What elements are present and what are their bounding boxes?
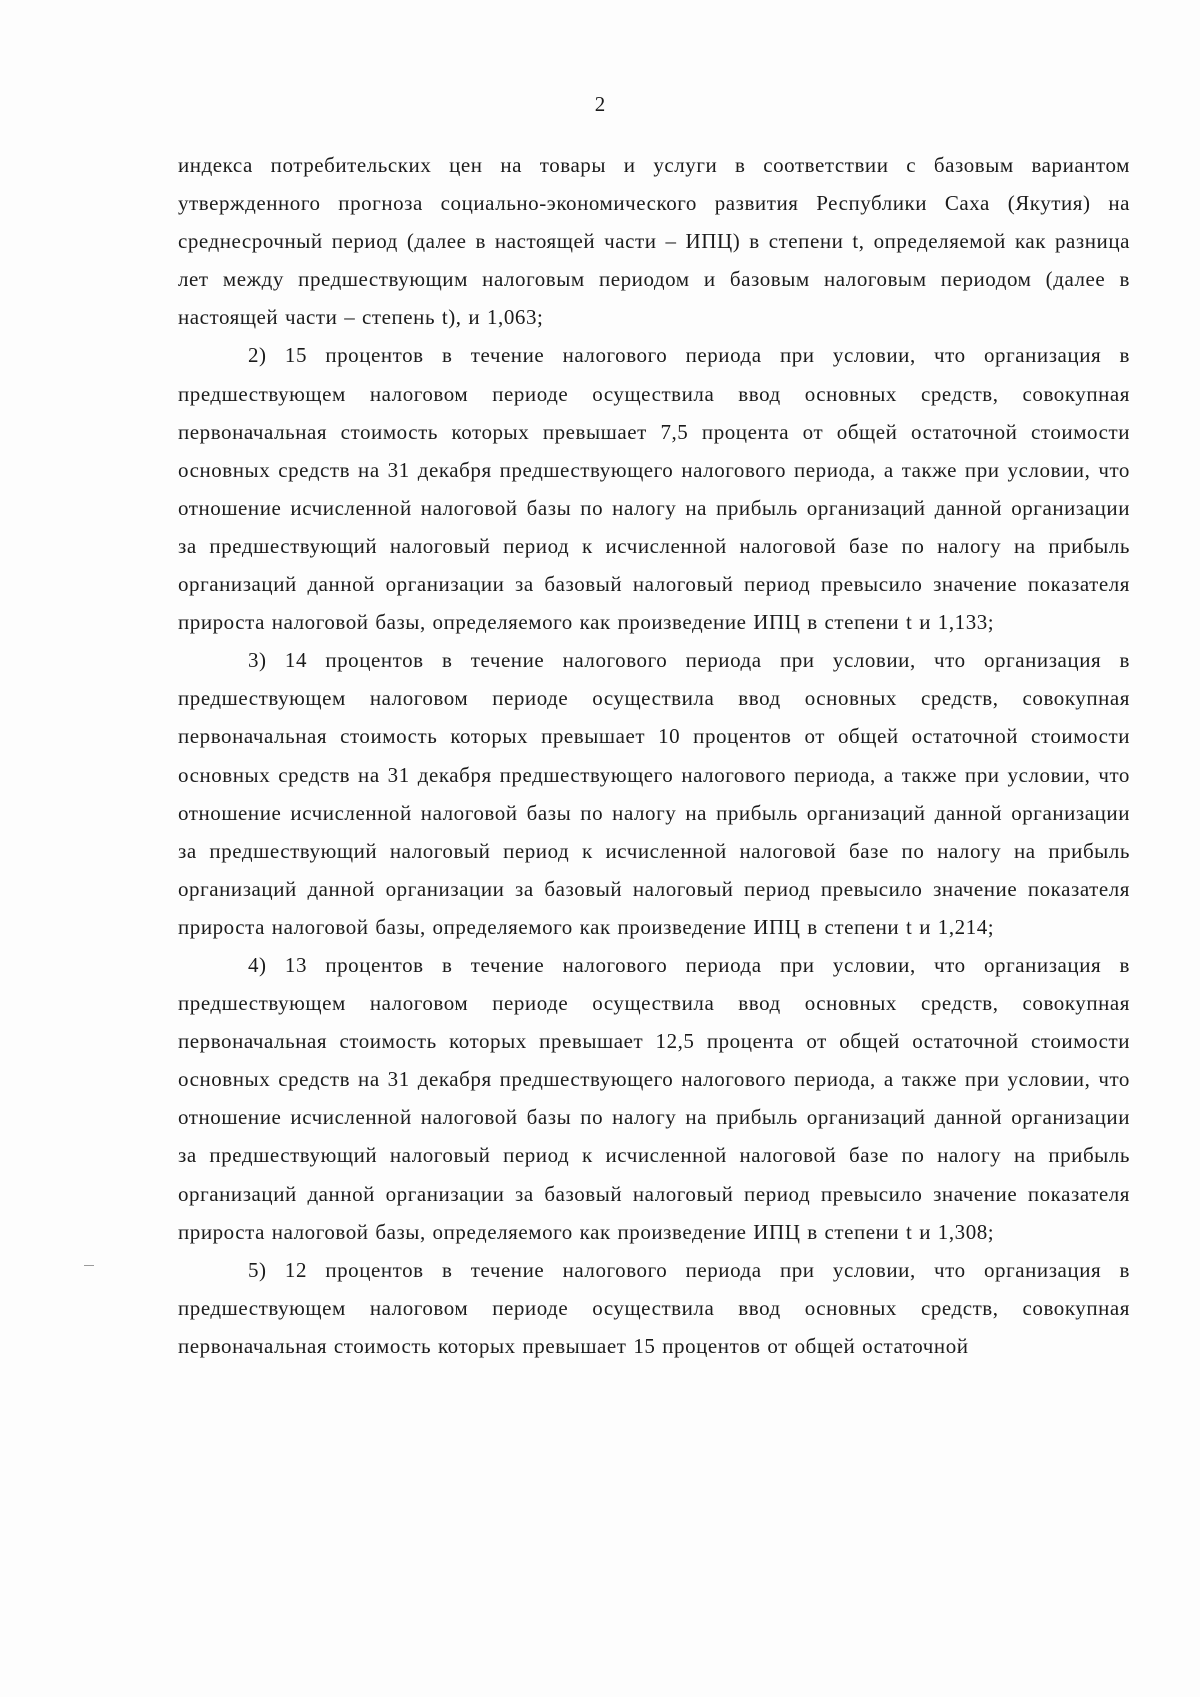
paragraph-item-3: 3) 14 процентов в течение налогового периода при условии, что организация в предшествующем налоговом периоде осуществила ввод основных средств, совокупная первоначальная стоимость которых превышает 10 процентов от общей остаточной стоимости основных средств на 31 декабря предшествующего налогового периода, а также при условии, что отношение исчисленной налоговой базы по налогу на прибыль организаций данной организации за предшествующий налоговый период к исчисленной налоговой базе по налогу на прибыль организаций данной организации за базовый налоговый период превысило значение показателя прироста налоговой базы, определяемого как произведение ИПЦ в степени t и 1,214;: [178, 648, 1130, 939]
paragraph-item-5: 5) 12 процентов в течение налогового периода при условии, что организация в предшествующем налоговом периоде осуществила ввод основных средств, совокупная первоначальная стоимость которых превышает 15 процентов от общей остаточной: [178, 1257, 1130, 1358]
paragraph-continuation: индекса потребительских цен на товары и услуги в соответствии с базовым вариантом утвержденного прогноза социально-экономического развития Республики Саха (Якутия) на среднесрочный период (далее в настоящей части – ИПЦ) в степени t, определяемой как разница лет между предшествующим налоговым периодом и базовым налоговым периодом (далее в настоящей части – степень t), и 1,063;: [178, 153, 1130, 330]
paragraph-item-4: 4) 13 процентов в течение налогового периода при условии, что организация в предшествующем налоговом периоде осуществила ввод основных средств, совокупная первоначальная стоимость которых превышает 12,5 процента от общей остаточной стоимости основных средств на 31 декабря предшествующего налогового периода, а также при условии, что отношение исчисленной налоговой базы по налогу на прибыль организаций данной организации за предшествующий налоговый период к исчисленной налоговой базе по налогу на прибыль организаций данной организации за базовый налоговый период превысило значение показателя прироста налоговой базы, определяемого как произведение ИПЦ в степени t и 1,308;: [178, 952, 1130, 1244]
scan-artifact-mark: [84, 1265, 94, 1266]
page-number: 2: [594, 92, 606, 116]
document-body: [178, 146, 1130, 1365]
paragraph-item-2: 2) 15 процентов в течение налогового периода при условии, что организация в предшествующем налоговом периоде осуществила ввод основных средств, совокупная первоначальная стоимость которых превышает 7,5 процента от общей остаточной стоимости основных средств на 31 декабря предшествующего налогового периода, а также при условии, что отношение исчисленной налоговой базы по налогу на прибыль организаций данной организации за предшествующий налоговый период к исчисленной налоговой базе по налогу на прибыль организаций данной организации за базовый налоговый период превысило значение показателя прироста налоговой базы, определяемого как произведение ИПЦ в степени t и 1,133;: [178, 343, 1130, 635]
